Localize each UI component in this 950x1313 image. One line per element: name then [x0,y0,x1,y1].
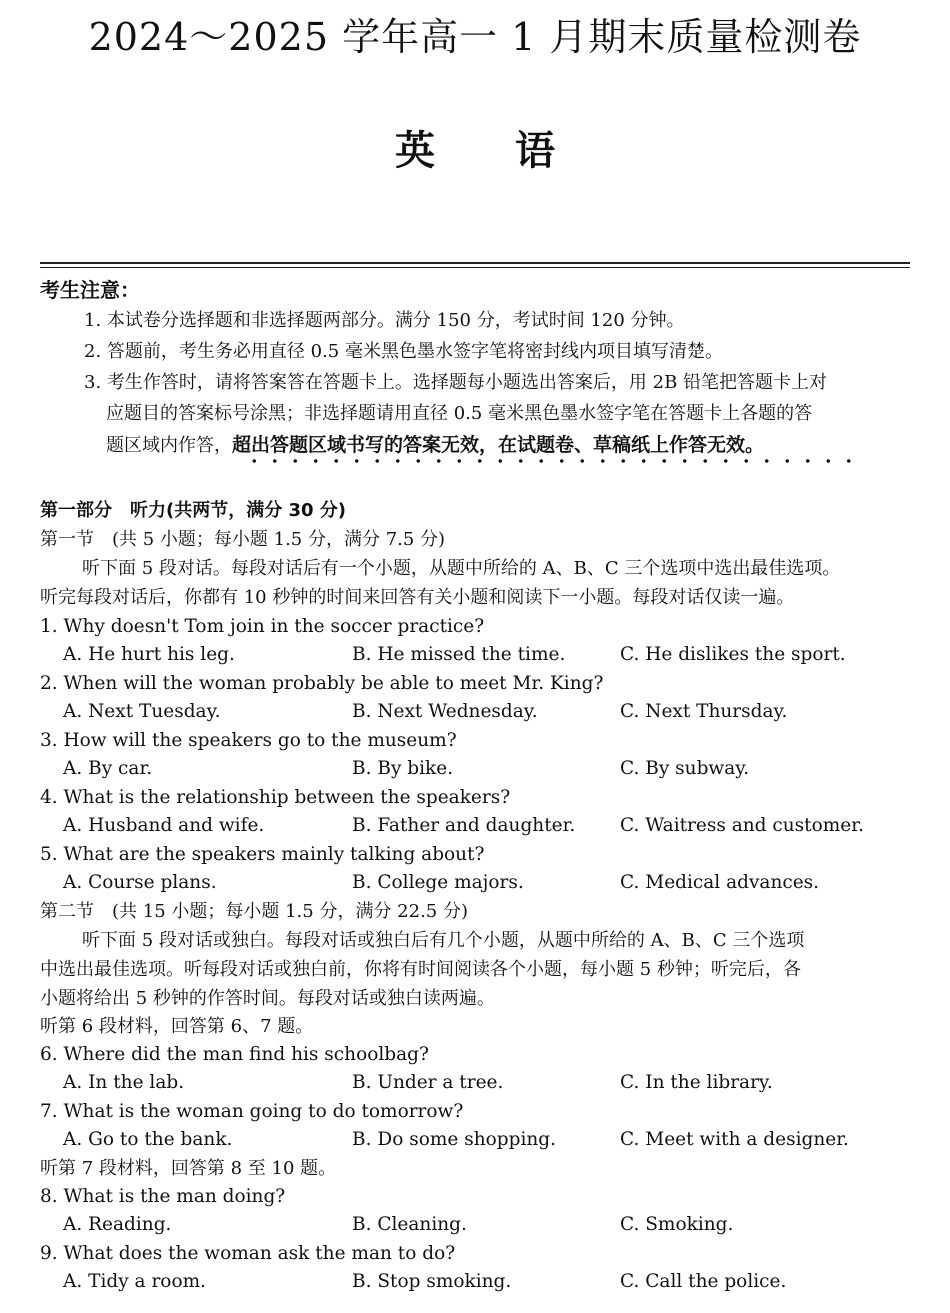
q8-option-a: A. Reading. [63,1214,172,1235]
question-6: 6. Where did the man find his schoolbag? [40,1044,429,1065]
divider-thin [40,267,910,268]
material-6-note: 听第 6 段材料，回答第 6、7 题。 [40,1016,314,1037]
q3-option-a: A. By car. [63,758,153,779]
notice-item-1: 1. 本试卷分选择题和非选择题两部分。满分 150 分，考试时间 120 分钟。 [84,310,685,331]
q4-option-b: B. Father and daughter. [352,815,576,836]
section1-instruction-2: 听完每段对话后，你都有 10 秒钟的时间来回答有关小题和阅读下一小题。每段对话仅读一遍。 [40,587,795,608]
q4-option-a: A. Husband and wife. [63,815,265,836]
exam-title: 2024～2025 学年高一 1 月期末质量检测卷 [88,15,862,59]
q3-option-c: C. By subway. [620,758,750,779]
section1-instruction-1: 听下面 5 段对话。每段对话后有一个小题，从题中所给的 A、B、C 三个选项中选出最佳选项。 [82,558,841,579]
q5-option-b: B. College majors. [352,872,524,893]
section2-instruction-1: 听下面 5 段对话或独白。每段对话或独白后有几个小题，从题中所给的 A、B、C 三个选项 [82,930,805,951]
q1-option-a: A. He hurt his leg. [63,644,235,665]
q6-option-b: B. Under a tree. [352,1072,504,1093]
q9-option-b: B. Stop smoking. [352,1271,512,1292]
q2-option-a: A. Next Tuesday. [63,701,221,722]
q8-option-c: C. Smoking. [620,1214,734,1235]
emphasis-dots [244,458,864,464]
q2-option-c: C. Next Thursday. [620,701,788,722]
notice-heading: 考生注意： [40,278,140,302]
q7-option-a: A. Go to the bank. [63,1129,233,1150]
q3-option-b: B. By bike. [352,758,454,779]
question-4: 4. What is the relationship between the speakers? [40,787,511,808]
notice-emphasis-text: 超出答题区域书写的答案无效，在试题卷、草稿纸上作答无效。 [232,434,765,456]
section2-instruction-2: 中选出最佳选项。听每段对话或独白前，你将有时间阅读各个小题，每小题 5 秒钟；听完后，各 [40,959,801,980]
section2-heading: 第二节 (共 15 小题；每小题 1.5 分，满分 22.5 分) [40,901,468,922]
q2-option-b: B. Next Wednesday. [352,701,538,722]
q7-option-b: B. Do some shopping. [352,1129,556,1150]
question-5: 5. What are the speakers mainly talking about? [40,844,485,865]
notice-item-2: 2. 答题前，考生务必用直径 0.5 毫米黑色墨水签字笔将密封线内项目填写清楚。 [84,341,723,362]
notice-item-3-line-2: 应题目的答案标号涂黑；非选择题请用直径 0.5 毫米黑色墨水签字笔在答题卡上各题的答 [106,403,813,424]
q1-option-b: B. He missed the time. [352,644,566,665]
q5-option-a: A. Course plans. [63,872,217,893]
notice-item-3-line-1: 3. 考生作答时，请将答案答在答题卡上。选择题每小题选出答案后，用 2B 铅笔把答题卡上对 [84,372,828,393]
question-1: 1. Why doesn't Tom join in the soccer practice? [40,616,485,637]
section1-heading: 第一节 (共 5 小题；每小题 1.5 分，满分 7.5 分) [40,529,446,550]
notice-plain-text: 题区域内作答， [106,435,232,456]
question-9: 9. What does the woman ask the man to do? [40,1243,456,1264]
q1-option-c: C. He dislikes the sport. [620,644,846,665]
divider-thick [40,262,910,264]
question-8: 8. What is the man doing? [40,1186,286,1207]
part1-heading: 第一部分 听力(共两节，满分 30 分) [40,500,347,521]
q6-option-c: C. In the library. [620,1072,773,1093]
material-7-note: 听第 7 段材料，回答第 8 至 10 题。 [40,1158,337,1179]
q7-option-c: C. Meet with a designer. [620,1129,849,1150]
question-7: 7. What is the woman going to do tomorrow? [40,1101,464,1122]
q9-option-a: A. Tidy a room. [63,1271,207,1292]
q9-option-c: C. Call the police. [620,1271,787,1292]
question-2: 2. When will the woman probably be able to meet Mr. King? [40,673,604,694]
q8-option-b: B. Cleaning. [352,1214,467,1235]
subject-title: 英语 [395,127,635,174]
q5-option-c: C. Medical advances. [620,872,820,893]
q4-option-c: C. Waitress and customer. [620,815,864,836]
q6-option-a: A. In the lab. [63,1072,185,1093]
notice-item-3-line-3 [106,430,764,461]
question-3: 3. How will the speakers go to the museum? [40,730,457,751]
section2-instruction-3: 小题将给出 5 秒钟的作答时间。每段对话或独白读两遍。 [40,988,495,1009]
